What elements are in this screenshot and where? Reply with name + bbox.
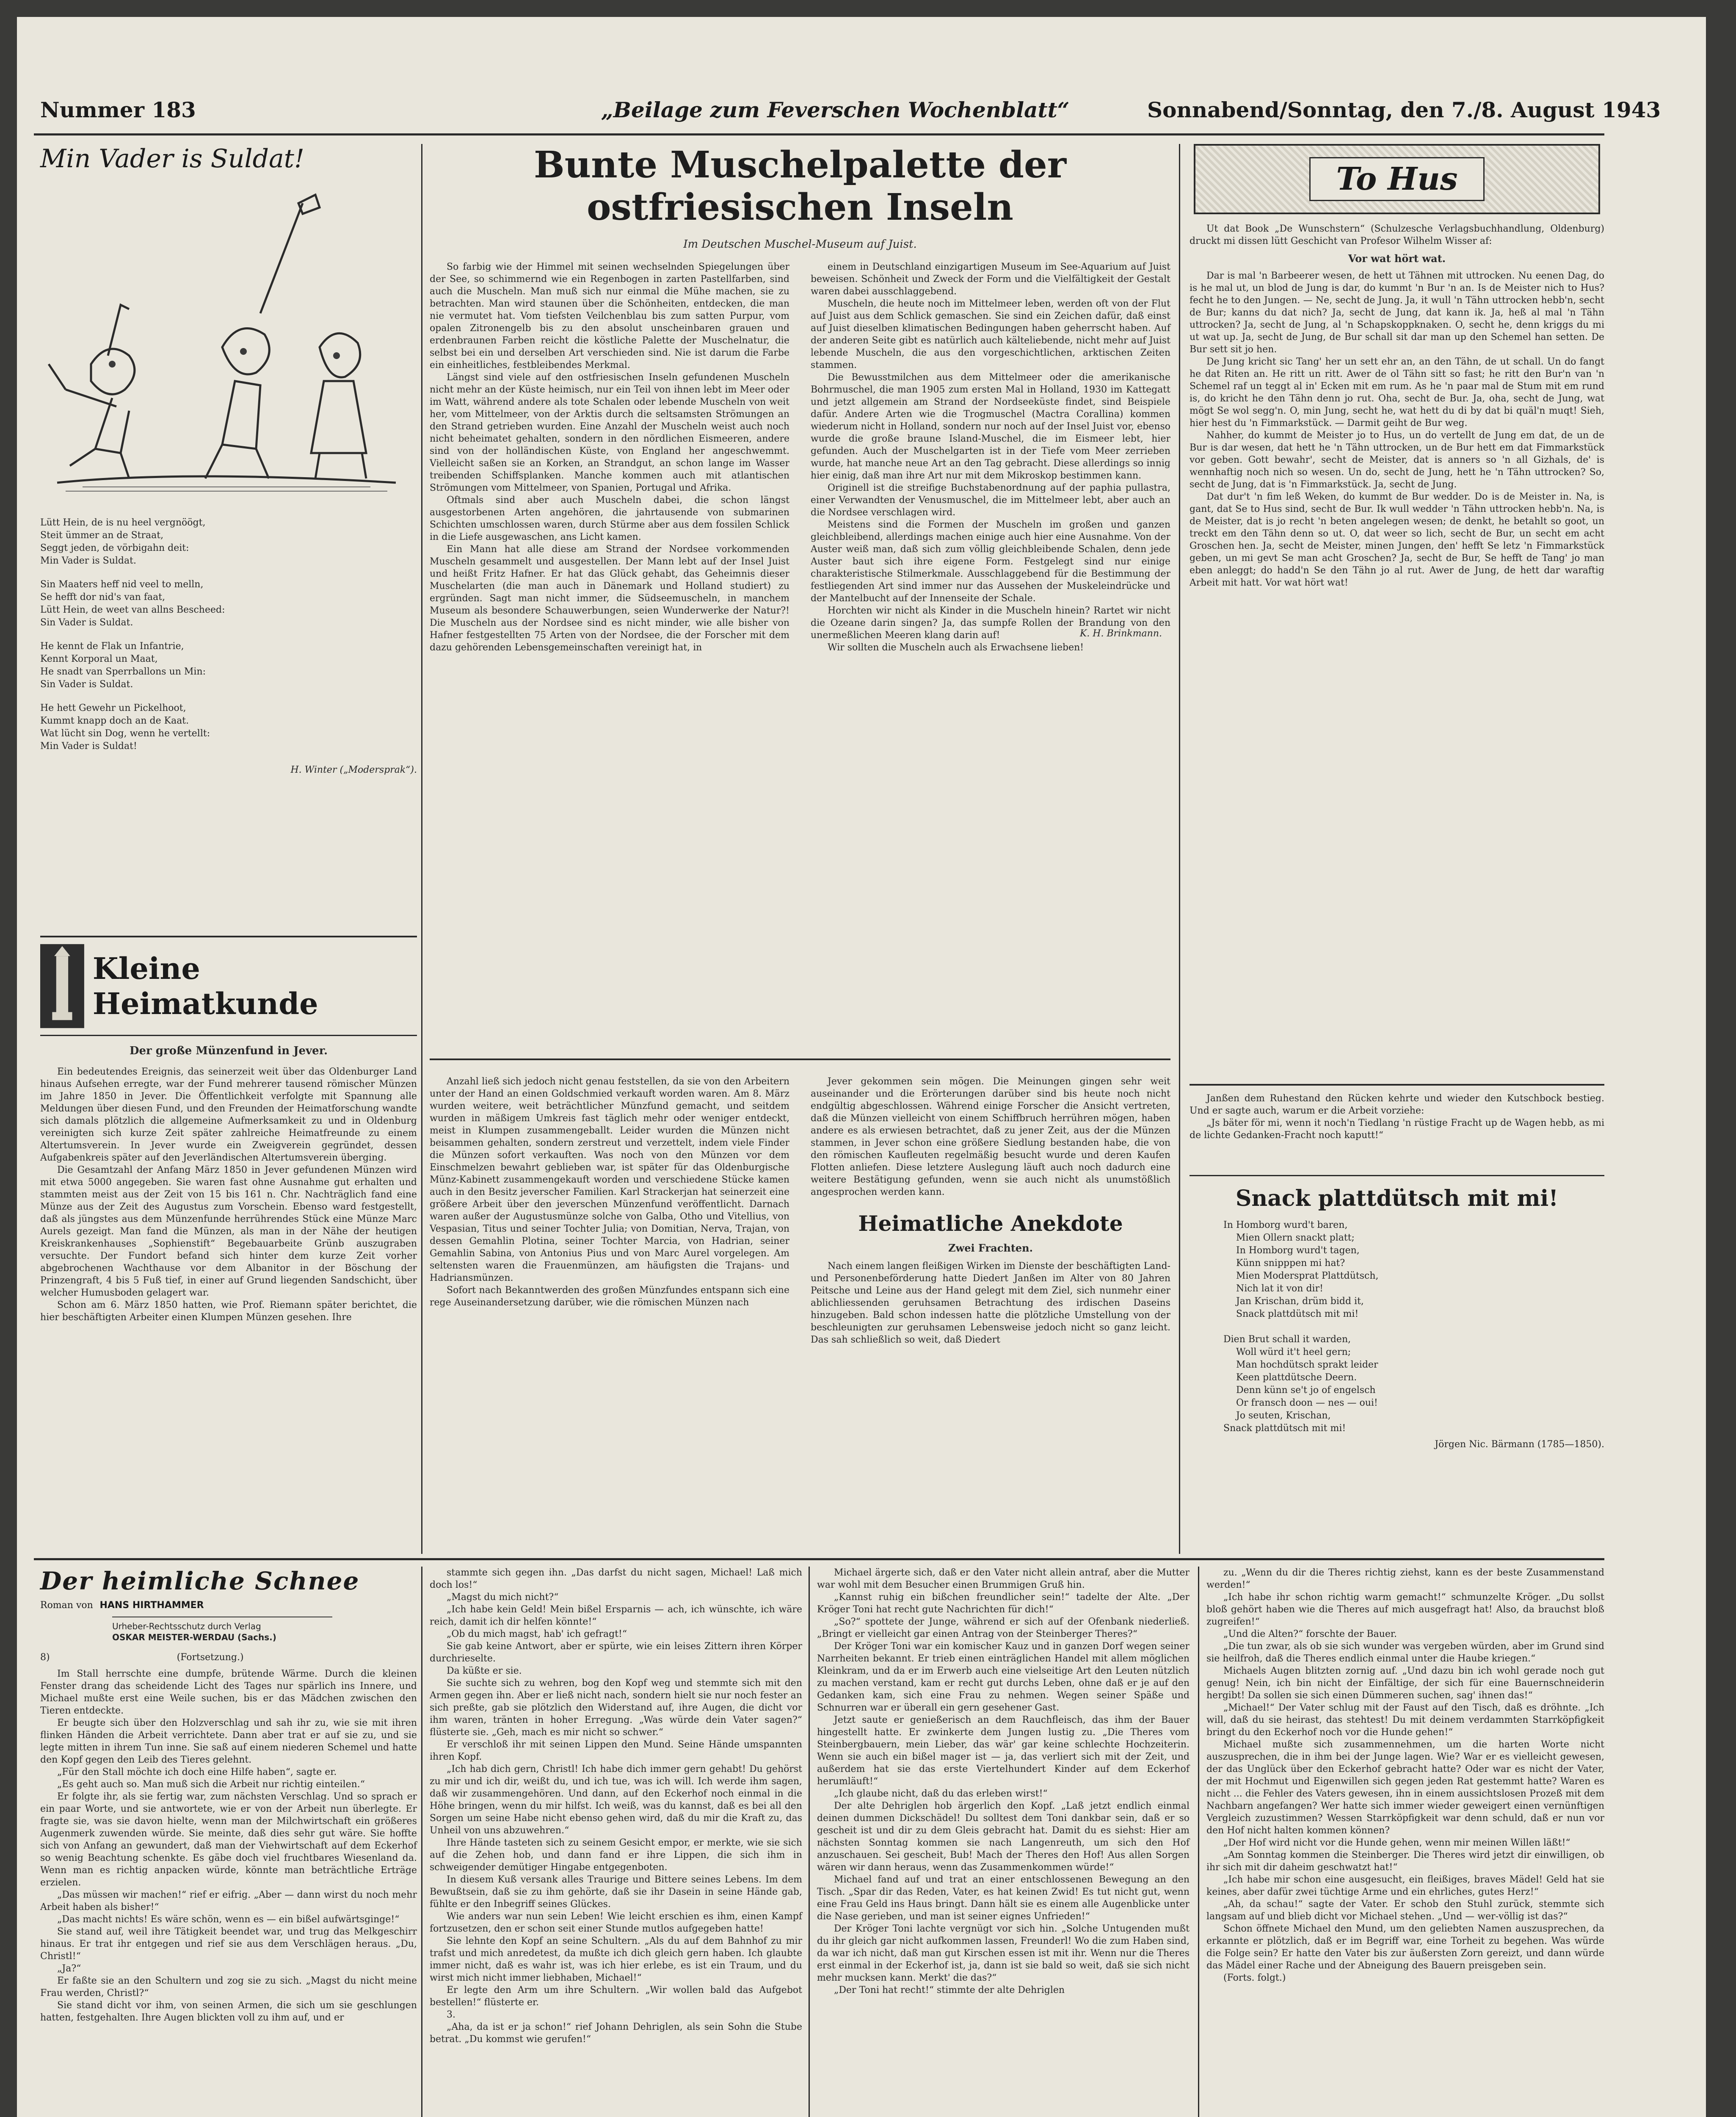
- poem-stanza: [40, 517, 417, 567]
- roman-col-1: [40, 1567, 417, 2024]
- paragraph: „Die tun zwar, als ob sie sich wunder was vergeben würden, aber im Grund sind sie heilfroh, daß die Theres endlich einmal unter die Haube kriegen.“: [1206, 1641, 1604, 1664]
- spruch-text: [1190, 1092, 1604, 1117]
- paragraph: Nahher, do kummt de Meister jo to Hus, un do vertellt de Jung em dat, de un de Bur is dar wesen, dat hett he 'n Tähn uttrocken, un de Bur hett em dat Fimmarkstück vor geben. Gott bewahr', secht de Meister, dat is anners so 'n all Gizhals, de' is wennhaftig noch nich so wesen. Un do, secht de Jung, hett he 'n Tähn uttrocken? So, secht de Jung, dat is 'n Fimmarkstück. Ja, secht de Jung.: [1190, 430, 1604, 490]
- paragraph: Dat dur't 'n fim leß Weken, do kummt de Bur wedder. Do is de Meister in. Na, is gant, dat Se to Hus sind, secht de Bur. Ik wull wedder 'n Tähn uttrocken hebb'n. Na, is de Meister, dat is jo recht 'n beten angelegen wesen; de denkt, he betahlt so goot, un treckt em den Tähn denn so ut. O, dat weer so lich, secht de Bur, un secht em acht Groschen hen. Ja, secht de Meister, minen Jungen, den' hefft Se letz 'n Fimmarkstück geben, un mi gevt Se man acht Groschen? Ja, secht de Bur, Se hefft de Tang' jo man eben anleggt; do hadd'n Se den Tähn jo al rut. Awer de Jung, de hett dar waraftig Arbeit mit hatt. Vor wat hört wat!: [1190, 492, 1604, 588]
- paragraph: Michael mußte sich zusammennehmen, um die harten Worte nicht auszusprechen, die in ihm bei der Junge lagen. Wie? War er es vielleicht gewesen, der das Unglück über den Eckerhof gebracht hatte? Oder war es nicht der Vater, der mit Hochmut und Eigenwillen sich gegen jeden Rat gestemmt hatte? Waren es nicht ... die Fehler des Vaters gewesen, ihn in einem aussichtslosen Prozeß mit dem Nachbarn angefangen? Wer hatte sich immer wieder geweigert einen vernünftigen Vergleich zuzustimmen? Wessen Starrköpfigkeit war denn schuld, daß er nun vor den Hof nicht halten kommen können?: [1206, 1739, 1604, 1836]
- roman-chapter-number: 8): [40, 1652, 50, 1663]
- snack-section: [1190, 1186, 1604, 1450]
- poem-stanza: [40, 578, 417, 629]
- heimatkunde-title: Kleine Heimatkunde: [92, 951, 318, 1021]
- spruch-quote: [1190, 1117, 1604, 1141]
- to-hus-intro-text: Ut dat Book „De Wunschstern“ (Schulzesche Verlagsbuchhandlung, Oldenburg) druckt mi dissen lütt Geschicht van Profesor Wilhelm Wisser af:: [1190, 224, 1604, 246]
- roman-byline-author: HANS HIRTHAMMER: [99, 1600, 204, 1611]
- poem-line: Künn snipppen mi hat?: [1236, 1258, 1345, 1269]
- paragraph: De Jung kricht sic Tang' her un sett ehr an, an den Tähn, de ut schall. Un do fangt he dat Riten an. He ritt un ritt. Awer de ol Tähn sitt so fast; he ritt den Bur'n van 'n Schemel raf un teggt al in' Ecken mit em rum. As he 'n paar mal de Stum mit em rund is, do kricht he den Tähn denn jo rut. Oha, secht de Bur. Ja, oha, secht de Jung, wat mögt Se wol segg'n. O, min Jung, secht he, wat hett du di by dat bi quäl'n muqt! Sieh, hier hest du 'n Fimmarkstück. — Darmit geiht de Bur weg.: [1190, 357, 1604, 428]
- paragraph: „Kannst ruhig ein bißchen freundlicher sein!“ tadelte der Alte. „Der Kröger Toni hat recht gute Nachrichten für dich!“: [817, 1592, 1190, 1615]
- poem-line: Lütt Hein, de weet van allns Bescheed:: [40, 605, 225, 615]
- snack-author: Jörgen Nic. Bärmann (1785—1850).: [1435, 1439, 1604, 1450]
- issue-number: Nummer 183: [40, 97, 196, 122]
- spruch-quote-paragraph: „Js bäter för mi, wenn it noch'n Tiedlang 'n rüstige Fracht up de Wagen hebb, as mi de lichte Gedanken-Fracht noch kaputt!“: [1190, 1118, 1604, 1141]
- poem-line: Man hochdütsch sprakt leider: [1236, 1360, 1378, 1370]
- spruch-paragraph: Janßen dem Ruhestand den Rücken kehrte und wieder den Kutschbock bestieg. Und er sagte auch, warum er die Arbeit vorziehe:: [1190, 1093, 1604, 1116]
- poem-line: Seggt jeden, de vörbigahn deit:: [40, 543, 189, 553]
- paragraph: Der Kröger Toni war ein komischer Kauz und in ganzen Dorf wegen seiner Narrheiten bekannt. Er trieb einen einträglichen Handel mit allem möglichen Kleinkram, und da er im Erwerb auch eine vielseitige Art den Leuten nützlich zu machen verstand, kam er recht gut durchs Leben, ohne daß er je auf den Gedanken kam, sich eine Frau zu nehmen. Wegen seiner Späße und Schnurren war er überall ein gern gesehener Gast.: [817, 1641, 1190, 1713]
- paragraph: „Ich hab dich gern, Christl! Ich habe dich immer gern gehabt! Du gehörst zu mir und ich dir, weißt du, und ich tue, was ich will. Ich werde ihm sagen, daß wir zusammengehören. Und dann, auf den Eckerhof noch einmal in die Höhe bringen, wenn du mir hilfst. Ich weiß, was du kannst, daß es bei all den Sorgen um seine Habe nicht ebenso gehen wird, daß du mir die Kraft zu, das Unheil von uns abzuwehren.“: [430, 1764, 802, 1836]
- paragraph: „Der Hof wird nicht vor die Hunde gehen, wenn mir meinen Willen läßt!“: [1223, 1838, 1570, 1848]
- poem-line: In Homborg wurd't tagen,: [1236, 1245, 1360, 1256]
- poem-line: Sin Maaters heff nid veel to melln,: [40, 579, 204, 590]
- paragraph: Michael fand auf und trat an einer entschlossenen Bewegung an den Tisch. „Spar dir das Reden, Vater, es hat keinen Zwid! Es tut nicht gut, wenn eine Frau Geld ins Haus bringt. Dann hält sie es einem alle Augenblicke unter die Nase gerieben, und man ist seiner eignes Unfrieden!“: [817, 1874, 1190, 1922]
- masthead-rule: [34, 133, 1604, 135]
- roman-copyright-2: OSKAR MEISTER-WERDAU (Sachs.): [112, 1632, 276, 1642]
- paragraph: Muscheln, die heute noch im Mittelmeer leben, werden oft von der Flut auf Juist aus dem Schlick gemaschen. Sie sind ein Zeichen dafür, daß einst auf Juist dieselben klimatischen Bedingungen haben geherrscht haben. Auf der anderen Seite gibt es natürlich auch kälteliebende, nicht mehr auf Juist lebende Muscheln, die aus den vorgeschichtlichen, arktischen Zeiten stammen.: [811, 298, 1170, 370]
- paragraph: (Forts. folgt.): [1223, 1973, 1286, 1983]
- paragraph: „Michael!“ Der Vater schlug mit der Faust auf den Tisch, daß es dröhnte. „Ich will, daß du sie heirast, das stehtest! Du mit deinem verdammten Starrköpfigkeit bringt du den Eckerhof noch vor die Hunde gehen!“: [1206, 1702, 1604, 1738]
- poem-line: Woll würd it't heel gern;: [1236, 1347, 1351, 1357]
- to-hus-body: [1190, 270, 1604, 589]
- heimatkunde-cont-col2: [811, 1075, 1170, 1198]
- paragraph: stammte sich gegen ihn. „Das darfst du nicht sagen, Michael! Laß mich doch los!“: [430, 1567, 802, 1590]
- paragraph: „Der Toni hat recht!“ stimmte der alte Dehriglen: [834, 1985, 1065, 1995]
- issue-date: Sonnabend/Sonntag, den 7./8. August 1943: [1147, 97, 1661, 122]
- paragraph: Im Stall herrschte eine dumpfe, brütende Wärme. Durch die kleinen Fenster drang das scheidende Licht des Tages nur spärlich ins Innere, und Michael mußte erst eine Weile suchen, bis er das Mädchen zwischen den Tieren entdeckte.: [40, 1669, 417, 1716]
- roman-column-3: [817, 1567, 1190, 1996]
- paragraph: 3.: [447, 2009, 455, 2020]
- paragraph: Michael ärgerte sich, daß er den Vater nicht allein antraf, aber die Mutter war wohl mit dem Besucher einen Brummigen Gruß hin.: [817, 1567, 1190, 1590]
- right-rule: [1190, 1084, 1604, 1086]
- paragraph: einem in Deutschland einzigartigen Museum im See-Aquarium auf Juist beweisen. Schönheit und Zweck der Form und die Vielfältigkeit der Gestalt waren dabei ausschlaggebend.: [811, 262, 1170, 297]
- poem-line: [1223, 1321, 1604, 1333]
- paragraph: So farbig wie der Himmel mit seinen wechselnden Spiegelungen über der See, so schimmernd wie ein Regenbogen in zarten Pastellfarben, sind auch die Muscheln. Man muß sich nur einmal die Mühe machen, sie zu betrachten. Man wird staunen über die Schönheiten, entdecken, die man nie vermutet hat. Vom tiefsten Veilchenblau bis zum satten Purpur, vom opalen Zitronengelb bis zu den absolut unscheinbaren grauen und erdenbraunen Farben reicht die köstliche Palette der Muschelnatur, die selbst bei ein und derselben Art verschieden sind. Nie ist darum die Farbe ein einheitliches, festbleibendes Merkmal.: [430, 262, 789, 370]
- to-hus-heading: Vor wat hört wat.: [1348, 252, 1446, 265]
- paragraph: Ihre Hände tasteten sich zu seinem Gesicht empor, er merkte, wie sie sich auf die Zehen hob, und dann fand er ihre Lippen, die sich ihm in schweigender demütiger Hingabe entgegenboten.: [430, 1838, 802, 1873]
- paragraph: Meistens sind die Formen der Muscheln im großen und ganzen gleichbleibend, allerdings machen einige auch hier eine Ausnahme. Von der Auster weiß man, daß sich zum völlig gleichbleibende Schalen, denn jede Auster baut sich ihre eigene Form. Festgelegt sind nur einige charakteristische Stilmerkmale. Ausschlaggebend für die Bestimmung der festliegenden Art sind immer nur das Aussehen der Muskeleindrücke und der Mantelbucht auf der Innenseite der Schale.: [811, 520, 1170, 604]
- column-divider-1: [421, 144, 422, 1554]
- to-hus-title: To Hus: [1336, 161, 1458, 197]
- paragraph: Schon am 6. März 1850 hatten, wie Prof. Riemann später berichtet, die hier beschäftigten Arbeiter einen Klumpen Münzen gesehen. Ihre: [40, 1300, 417, 1323]
- roman-fortsetzung: (Fortsetzung.): [177, 1652, 244, 1663]
- snack-title: Snack plattdütsch mit mi!: [1235, 1186, 1559, 1211]
- paragraph: zu. „Wenn du dir die Theres richtig ziehst, kann es der beste Zusammenstand werden!“: [1206, 1567, 1604, 1590]
- bottom-section-rule: [34, 1558, 1604, 1560]
- paragraph: Anzahl ließ sich jedoch nicht genau feststellen, da sie von den Arbeitern unter der Hand an einen Goldschmied verkauft worden waren. Am 8. März wurden weitere, weit beträchtlicher Münzfund gemacht, und seitdem wurden in mäßigem Umkreis fast täglich mehr oder weniger entdeckt, meist in Klumpen zusammengeballt. Leider wurden die Münzen nicht beisammen gehalten, sondern zerstreut und verzettelt, indem viele Finder die Münzen sofort verkauften. Was noch von den Münzen vor dem Einschmelzen bewahrt geblieben war, ist später für das Oldenburgische Münz-Kabinett zusammengekauft worden und verschiedene Stücke kamen auch in den Besitz jeverscher Familien. Karl Strackerjan hat seinerzeit eine größere Arbeit über den jeverschen Münzenfund veröffentlicht. Darnach waren außer der Augustusmünze solche von Galba, Otho und Vitellius, von Vespasian, Titus und seiner Tochter Julia; von Domitian, Nerva, Trajan, von dessen Gemahlin Plotina, seiner Tochter Marcia, von Hadrian, seiner Gemahlin Sabina, von Antonius Pius und von Marc Aurel vorgelegen. Am seltensten waren die Frauenmünzen, am häufigsten die Trajans- und Hadriansmünzen.: [430, 1076, 789, 1283]
- poem-line: Min Vader is Suldat.: [40, 556, 136, 566]
- roman-col-3: [817, 1567, 1190, 1996]
- left-poem-author: H. Winter („Modersprak“).: [290, 765, 417, 775]
- poem-stanza: [40, 702, 417, 753]
- heimatkunde-continued: [430, 1075, 1170, 1346]
- paragraph: Sie suchte sich zu wehren, bog den Kopf weg und stemmte sich mit den Armen gegen ihn. Aber er ließ nicht nach, sondern hielt sie nur noch fester an sich preßte, gab sie plötzlich den Widerstand auf, ihre Augen, die dicht vor ihm waren, tränten in hoher Erregung. „Was würde dein Vater sagen?“ flüsterte sie. „Geh, mach es mir nicht so schwer.“: [430, 1678, 802, 1738]
- poem-line: Wat lücht sin Dog, wenn he vertellt:: [40, 728, 210, 739]
- roman-column-2: [430, 1567, 802, 2045]
- poem-line: Sin Vader is Suldat.: [40, 679, 133, 690]
- paragraph: Horchten wir nicht als Kinder in die Muscheln hinein? Rartet wir nicht die Ozeane darin singen? Ja, das sumpfe Rollen der Brandung von den unermeßlichen Meeren klang darin auf!: [811, 605, 1170, 641]
- paragraph: Er beugte sich über den Holzverschlag und sah ihr zu, wie sie mit ihren flinken Händen die Arbeit verrichtete. Dann aber trat er auf sie zu, und sie legte mitten in ihrem Tun inne. Sie saß auf einem niederen Schemel und hatte den Kopf gegen den Leib des Tieres gelehnt.: [40, 1718, 417, 1765]
- paragraph: Jetzt saute er genießerisch an dem Rauchfleisch, das ihm der Bauer hingestellt hatte. Er zwinkerte dem Jungen lustig zu. „Die Theres vom Steinbergbauern, mein Lieber, das wär' gar keine schlechte Hochzeiterin. Wenn sie auch ein bißel mager ist — ja, das verliert sich mit der Zeit, und außerdem hat sie das erste Viertelhundert Kinder auf dem Eckerhof herumläuft!“: [817, 1715, 1190, 1787]
- poem-line: Sin Vader is Suldat.: [40, 617, 133, 628]
- heimatkunde-section: [40, 936, 417, 1324]
- paragraph: „Das müssen wir machen!“ rief er eifrig. „Aber — dann wirst du noch mehr Arbeit haben als bisher!“: [40, 1890, 417, 1912]
- muschel-subtitle: Im Deutschen Muschel-Museum auf Juist.: [683, 238, 917, 251]
- paper-title: „Beilage zum Feverschen Wochenblatt“: [601, 97, 1070, 122]
- column-divider-3: [421, 1567, 422, 2117]
- paragraph: Sie stand dicht vor ihm, von seinen Armen, die sich um sie geschlungen hatten, festgehalten. Ihre Augen blickten voll zu ihm auf, und er: [40, 2000, 417, 2023]
- paragraph: Wie anders war nun sein Leben! Wie leicht erschien es ihm, einen Kampf fortzusetzen, den er schon seit einer Stunde mutlos aufgegeben hatte!: [430, 1911, 802, 1934]
- paragraph: Er folgte ihr, als sie fertig war, zum nächsten Verschlag. Und so sprach er ein paar Worte, und sie antwortete, wie er von der Arbeit nun überlegte. Er fragte sie, was sie davon hielte, wenn man der Milchwirtschaft ein größeres Augenmerk zuwenden würde. Sie meinte, daß dies sehr gut wäre. Sie hoffte sich von Anfang an gewundert, daß man der Viehwirtschaft auf dem Eckerhof so wenig Beachtung schenkte. Es gäbe doch viel fruchtbares Wiesenland da. Wenn man es richtig anpacken würde, könnte man beträchtliche Erträge erzielen.: [40, 1791, 417, 1888]
- paragraph: „So?“ spottete der Junge, während er sich auf der Ofenbank niederließ. „Bringt er vielleicht gar einen Antrag von der Steinberger Theres?“: [817, 1617, 1190, 1639]
- heimatkunde-body: [40, 1066, 417, 1324]
- poem-line: Dien Brut schall it warden,: [1223, 1334, 1351, 1345]
- poem-line: Jan Krischan, drüm bidd it,: [1236, 1296, 1364, 1307]
- muschel-author: K. H. Brinkmann.: [1079, 628, 1162, 639]
- poem-stanza: [40, 640, 417, 691]
- roman-column-1: [40, 1668, 417, 2024]
- poem-line: Kennt Korporal un Maat,: [40, 654, 158, 664]
- heimatkunde-subtitle: Der große Münzenfund in Jever.: [129, 1045, 328, 1057]
- poem-line: He kennt de Flak un Infantrie,: [40, 641, 184, 652]
- paragraph: Der Kröger Toni lachte vergnügt vor sich hin. „Solche Untugenden mußt du ihr gleich gar nicht aufkommen lassen, Freunderl! Wo die zum Haben sind, da war ich nicht, daß man gut Kirschen essen ist mit ihr. Wenn nur die Theres erst einmal in der Eckerhof ist, ja, dann ist sie bald so weit, daß sie sich nicht mehr mucksen kann. Merkt' die das?“: [817, 1924, 1190, 1983]
- paragraph: Sie stand auf, weil ihre Tätigkeit beendet war, und trug das Melkgeschirr hinaus. Er trat ihr entgegen und rief sie aus dem Verschlägen heraus. „Du, Christl!“: [40, 1926, 417, 1962]
- left-poem-body: [40, 517, 417, 777]
- column-divider-5: [1198, 1567, 1199, 2117]
- paragraph: „Ah, da schau!“ sagte der Vater. Er schob den Stuhl zurück, stemmte sich langsam auf und blieb dicht vor Michael stehen. „Und — wer-völlig ist das?“: [1206, 1899, 1604, 1922]
- paragraph: Sie gab keine Antwort, aber er spürte, wie ein leises Zittern ihren Körper durchrieselte.: [430, 1641, 802, 1664]
- roman-column-4: [1206, 1567, 1604, 1984]
- paragraph: Ein bedeutendes Ereignis, das seinerzeit weit über das Oldenburger Land hinaus Aufsehen erregte, war der Fund mehrerer tausend römischer Münzen im Jahre 1850 in Jever. Die Öffentlichkeit verfolgte mit Spannung alle Meldungen über diesen Fund, und den Freunden der Heimatforschung wandte sich damals plötzlich die allgemeine Aufmerksamkeit zu und in Oldenburg vereinigten sich kurze Zeit später zahlreiche Heimatfreunde zu einem Altertumsverein. In Jever wurde ein Zweigverein gegründet, dessen Aufgabenkreis später auf den Jeverländischen Altertumsverein überging.: [40, 1067, 417, 1163]
- paragraph: Da küßte er sie.: [447, 1666, 522, 1676]
- poem-line: Jo seuten, Krischan,: [1236, 1410, 1331, 1421]
- paragraph: Die Gesamtzahl der Anfang März 1850 in Jever gefundenen Münzen wird mit etwa 5000 angegeben. Sie waren fast ohne Ausnahme gut erhalten und stammten meist aus der Zeit von 15 bis 161 n. Chr. Nachträglich fand eine Münze aus der Zeit des Augustus zum Vorschein. Ebenso ward festgestellt, daß als jüngstes aus dem Münzenfunde herrührendes Stück eine Münze Marc Aurels gezeigt. Man fand die Münzen, als man in der Nähe der heutigen Kreiskrankenhauses „Sophienstift“ Begebauarbeite Grünb auszugraben versuchte. Der Fundort befand sich hinter dem kurze Zeit vorher abgebrochenen Wachthause vor dem Albanitor in der Böschung der Prinzengraft, 4 bis 5 Fuß tief, in einer auf Grund liegenden Sandschicht, über welcher Humusboden gelagert war.: [40, 1165, 417, 1298]
- roman-col-4: [1206, 1567, 1604, 1984]
- poem-stanzas: [40, 517, 417, 753]
- paragraph: „Das macht nichts! Es wäre schön, wenn es — ein bißel aufwärtsginge!“: [57, 1914, 400, 1925]
- column-divider-4: [809, 1567, 810, 2117]
- paragraph: Oftmals sind aber auch Muscheln dabei, die schon längst ausgestorbenen Arten angehören, die jahrtausende von submarinen Schichten umschlossen waren, durch Stürme aber aus dem fossilen Schlick in die Liefe ausgewaschen, ans Licht kamen.: [430, 495, 789, 542]
- poem-line: In Homborg wurd't baren,: [1223, 1220, 1348, 1230]
- paragraph: Längst sind viele auf den ostfriesischen Inseln gefundenen Muscheln nicht mehr an der Küste heimisch, nur ein Teil von ihnen lebt im Meer oder im Watt, während andere als tote Schalen oder lebende Muscheln von weit her, vom Mittelmeer, von der Arktis durch die seltsamsten Strömungen an den Strand getrieben wurden. Eine Anzahl der Muscheln weist auch noch nicht beheimatet gehalten, sondern in den nördlichen Eismeeren, andere sind von der holländischen Küste, von England her angeschwemmt. Vielleicht saßen sie an Korken, an Strandgut, an schon lange im Wasser treibenden Schiffsplanken. Manche kommen auch mit atlantischen Strömungen vom Mittelmeer, von Spanien, Portugal und Afrika.: [430, 372, 789, 493]
- paragraph: „Am Sonntag kommen die Steinberger. Die Theres wird jetzt dir einwilligen, ob ihr sich mit dir daheim geschwatzt hat!“: [1206, 1850, 1604, 1873]
- paragraph: „Ob du mich magst, hab' ich gefragt!“: [447, 1629, 627, 1639]
- paragraph: Jever gekommen sein mögen. Die Meinungen gingen sehr weit auseinander und die Erörterungen darüber sind bis heute noch nicht endgültig abgeschlossen. Während einige Forscher die Ansicht vertreten, daß die Münzen vielleicht von einem Schiffbruch herrühren mögen, haben andere es als erwiesen betrachtet, daß zu jener Zeit, aus der die Münzen stammen, in Jever schon eine größere Siedlung bestanden habe, die von den römischen Kaufleuten regelmäßig besucht wurde und deren Kaufen Flotten anliefen. Diese letztere Auslegung läuft auch noch dadurch eine weitere Bestätigung gefunden, wenn sie auch nicht als unumstößlich angesprochen werden kann.: [811, 1076, 1170, 1197]
- paragraph: „Es geht auch so. Man muß sich die Arbeit nur richtig einteilen.“: [57, 1779, 365, 1790]
- poem-line: Mien Ollern snackt platt;: [1236, 1233, 1355, 1243]
- roman-byline-label: Roman von: [40, 1600, 93, 1611]
- poem-line: He hett Gewehr un Pickelhoot,: [40, 703, 186, 713]
- poem-line: Snack plattdütsch mit mi!: [1223, 1423, 1346, 1434]
- paragraph: Michaels Augen blitzten zornig auf. „Und dazu bin ich wohl gerade noch gut genug! Nein, ich bin nicht der Einfältige, der sich für eine Bauernschneiderin hergibt! Da sollen sie sich einen Dümmeren suchen, sag' ihnen das!“: [1206, 1666, 1604, 1701]
- spruch-section: [1190, 1092, 1604, 1141]
- paragraph: Die Bewusstmilchen aus dem Mittelmeer oder die amerikanische Bohrmuschel, die man 1905 zum ersten Mal in Holland, 1930 im Kattegatt und jetzt allgemein am Strand der Nordseeküste findet, sind Beispiele dafür. Andere Arten wie die Trogmuschel (Mactra Corallina) kommen wiederum nicht in Holland, sondern nur noch auf der Insel Juist vor, ebenso wurde die große braune Island-Muschel, die im Eismeer lebt, hier gefunden. Auch der Muschelgarten ist in der Tiefe vom Meer zerrieben wurde, hat manche neue Art an den Tag gebracht. Diese allerdings so innig hier einig, daß man ihre Art nur mit dem Mikroskop bestimmen kann.: [811, 372, 1170, 481]
- tower-emblem-icon: [40, 942, 84, 1031]
- muschel-column-2: [811, 261, 1170, 654]
- paragraph: Dar is mal 'n Barbeerer wesen, de hett ut Tähnen mit uttrocken. Nu eenen Dag, do is he mal ut, un blod de Jung is dar, do kummt 'n Bur 'n an. Is de Meister nich to Hus? fecht he to den Jungen. — Ne, secht de Jung. Ja, it wull 'n Tähn uttrocken hebb'n, secht de Bur; kanns du dat nich? Ja, secht de Jung, dat kann ik. Ja, heß al mal 'n Tähn uttrocken? Ja, secht de Jung, al 'n Schapskoppknaken. O, secht he, denn kriggs du mi ut wat up. Ja, secht de Jung, de Bur schall sit dar man up den Schemel han setten. De Bur sett sit jo hen.: [1190, 271, 1604, 355]
- paragraph: „Aha, da ist er ja schon!“ rief Johann Dehriglen, als sein Sohn die Stube betrat. „Du kommst wie gerufen!“: [430, 2022, 802, 2045]
- muschel-column-1: [430, 261, 789, 654]
- paragraph: „Magst du mich nicht?“: [447, 1592, 559, 1603]
- left-poem-title: Min Vader is Suldat!: [40, 144, 304, 174]
- paragraph: „Ich habe mir schon eine ausgesucht, ein fleißiges, braves Mädel! Geld hat sie keines, aber dafür zwei tüchtige Arme und ein ehrliches, gutes Herz!“: [1206, 1874, 1604, 1897]
- poem-line: Denn künn se't jo of engelsch: [1236, 1385, 1376, 1396]
- paragraph: „Für den Stall möchte ich doch eine Hilfe haben“, sagte er.: [57, 1767, 337, 1777]
- children-soldiers-illustration: [40, 186, 413, 500]
- newspaper-page: [17, 17, 1706, 2117]
- paragraph: Schon öffnete Michael den Mund, um den geliebten Namen auszusprechen, da erkannte er plötzlich, daß er im Begriff war, eine Torheit zu begehen. Was würde die Folge sein? Er hatte den Vater bis zur äußersten Zorn gereizt, und dann würde das Mädel einer Rache und der Abneigung des Bauern preisgeben sein.: [1206, 1924, 1604, 1971]
- to-hus-section: [1190, 144, 1604, 589]
- poem-line: Keen plattdütsche Deern.: [1236, 1372, 1357, 1383]
- paragraph: Sie lehnte den Kopf an seine Schultern. „Als du auf dem Bahnhof zu mir trafst und mich anredetest, da mußte ich dich gleich gern haben. Ich glaubte immer nicht, daß es wahr ist, was ich hier erlebe, es ist ein Traum, und du wirst mich nicht immer liebhaben, Michael!“: [430, 1936, 802, 1983]
- poem-line: He snadt van Sperrballons un Min:: [40, 666, 206, 677]
- poem-line: Min Vader is Suldat!: [40, 741, 137, 752]
- poem-line: Se hefft dor nid's van faat,: [40, 592, 166, 602]
- paragraph: Nach einem langen fleißigen Wirken im Dienste der beschäftigten Land- und Personenbeförderung hatte Diedert Janßen im Alter von 80 Jahren Peitsche und Leine aus der Hand gelegt mit dem Ziel, sich nunmehr einer ablichliessenden geruhsamen Betrachtung des irdischen Daseins hinzugeben. Bald schon indessen hatte die plötzliche Umstellung von der beschleunigten zur geruhsamen Lebensweise jedoch nicht so ganz leicht. Das sah schließlich so weit, daß Diedert: [811, 1261, 1170, 1345]
- heimatkunde-cont-col1: [430, 1075, 789, 1346]
- muschel-title: Bunte Muschelpalette der ostfriesischen Inseln: [533, 144, 1067, 229]
- poem-line: Snack plattdütsch mit mi!: [1236, 1309, 1359, 1319]
- paragraph: Der alte Dehriglen hob ärgerlich den Kopf. „Laß jetzt endlich einmal deinen dummen Dickschädel! Du solltest dem Toni dankbar sein, daß er so gescheit ist und dir zu dem Gleis gebracht hat. Damit du es siehst: Hier am nächsten Sonntag kommen sie nach Langenreuth, um sich den Hof anzuschauen. Sei gescheit, Bub! Mach der Theres den Hof! Aus allen Sorgen wären wir dann heraus, wenn das Zusammenkommen würde!“: [817, 1801, 1190, 1873]
- column-divider-2: [1179, 144, 1180, 1554]
- anekdote-title: Heimatliche Anekdote: [858, 1211, 1123, 1236]
- paragraph: „Und die Alten?“ forschte der Bauer.: [1223, 1629, 1397, 1639]
- paragraph: Ein Mann hat alle diese am Strand der Nordsee vorkommenden Muscheln gesammelt und ausgestellen. Der Mann lebt auf der Insel Juist und heißt Fritz Hafner. Er hat das Glück gehabt, das Geheimnis dieser Muschelarten (die man auch in Dänemark und Holland studiert) zu ergründen. Sagt man nicht immer, die Südseemuscheln, in manchem Museum als besondere Schauwerbungen, seien Wunderwerke der Natur?! Die Muscheln aus der Nordsee sind es nicht minder, wie alle bisher von Hafner festgestellten 75 Arten von der Nordsee, die der Forscher mit dem dazu gehörenden Lebensgemeinschaften vereinigt hat, in: [430, 544, 789, 653]
- paragraph: „Ich habe ihr schon richtig warm gemacht!“ schmunzelte Kröger. „Du sollst bloß gehört haben wie die Theres auf mich ausgefragt hat! Also, da brauchst bloß zugreifen!“: [1206, 1592, 1604, 1627]
- paragraph: Wir sollten die Muscheln auch als Erwachsene lieben!: [828, 642, 1084, 653]
- paragraph: Er faßte sie an den Schultern und zog sie zu sich. „Magst du nicht meine Frau werden, Christl?“: [40, 1976, 417, 1998]
- muschel-section: [430, 144, 1170, 653]
- poem-line: Kummt knapp doch an de Kaat.: [40, 716, 189, 726]
- paragraph: Er verschloß ihr mit seinen Lippen den Mund. Seine Hände umspannten ihren Kopf.: [430, 1739, 802, 1762]
- paragraph: „Ich habe kein Geld! Mein bißel Ersparnis — ach, ich wünschte, ich wäre reich, damit ich dir helfen könnte!“: [430, 1604, 802, 1627]
- middle-rule: [430, 1058, 1170, 1060]
- poem-line: Steit ümmer an de Straat,: [40, 530, 164, 541]
- paragraph: „Ich glaube nicht, daß du das erleben wirst!“: [834, 1788, 1048, 1799]
- to-hus-intro: [1190, 223, 1604, 247]
- paragraph: Er legte den Arm um ihre Schultern. „Wir wollen bald das Aufgebot bestellen!“ flüsterte er.: [430, 1985, 802, 2008]
- paragraph: Sofort nach Bekanntwerden des großen Münzfundes entspann sich eine rege Auseinandersetzung darüber, wie die römischen Münzen nach: [430, 1285, 789, 1308]
- paragraph: „Ja?“: [57, 1963, 81, 1974]
- roman-copyright-1: Urheber-Rechtsschutz durch Verlag: [112, 1621, 261, 1631]
- right-rule-2: [1190, 1175, 1604, 1176]
- roman-col-2: [430, 1567, 802, 2045]
- poem-line: Lütt Hein, de is nu heel vergnöögt,: [40, 517, 206, 528]
- roman-title: Der heimliche Schnee: [40, 1567, 360, 1595]
- paragraph: In diesem Kuß versank alles Traurige und Bittere seines Lebens. Im dem Bewußtsein, daß sie zu ihm gehörte, daß sie ihr Dasein in seine Hände gab, fühlte er den Inbegriff seines Glückes.: [430, 1874, 802, 1910]
- poem-line: Or fransch doon — nes — oui!: [1236, 1398, 1378, 1408]
- poem-line: Nich lat it von dir!: [1236, 1283, 1323, 1294]
- paragraph: Originell ist die streifige Buchstabenordnung auf der paphia pullastra, einer Verwandten der Venusmuschel, die im Mittelmeer lebt, aber auch an die Nordsee verschlagen wird.: [811, 483, 1170, 518]
- anekdote-subtitle: Zwei Frachten.: [948, 1242, 1033, 1254]
- anekdote-body: [811, 1260, 1170, 1346]
- snack-poem: [1223, 1219, 1604, 1435]
- poem-line: Mien Modersprat Plattdütsch,: [1236, 1271, 1379, 1281]
- left-poem-section: [40, 144, 417, 777]
